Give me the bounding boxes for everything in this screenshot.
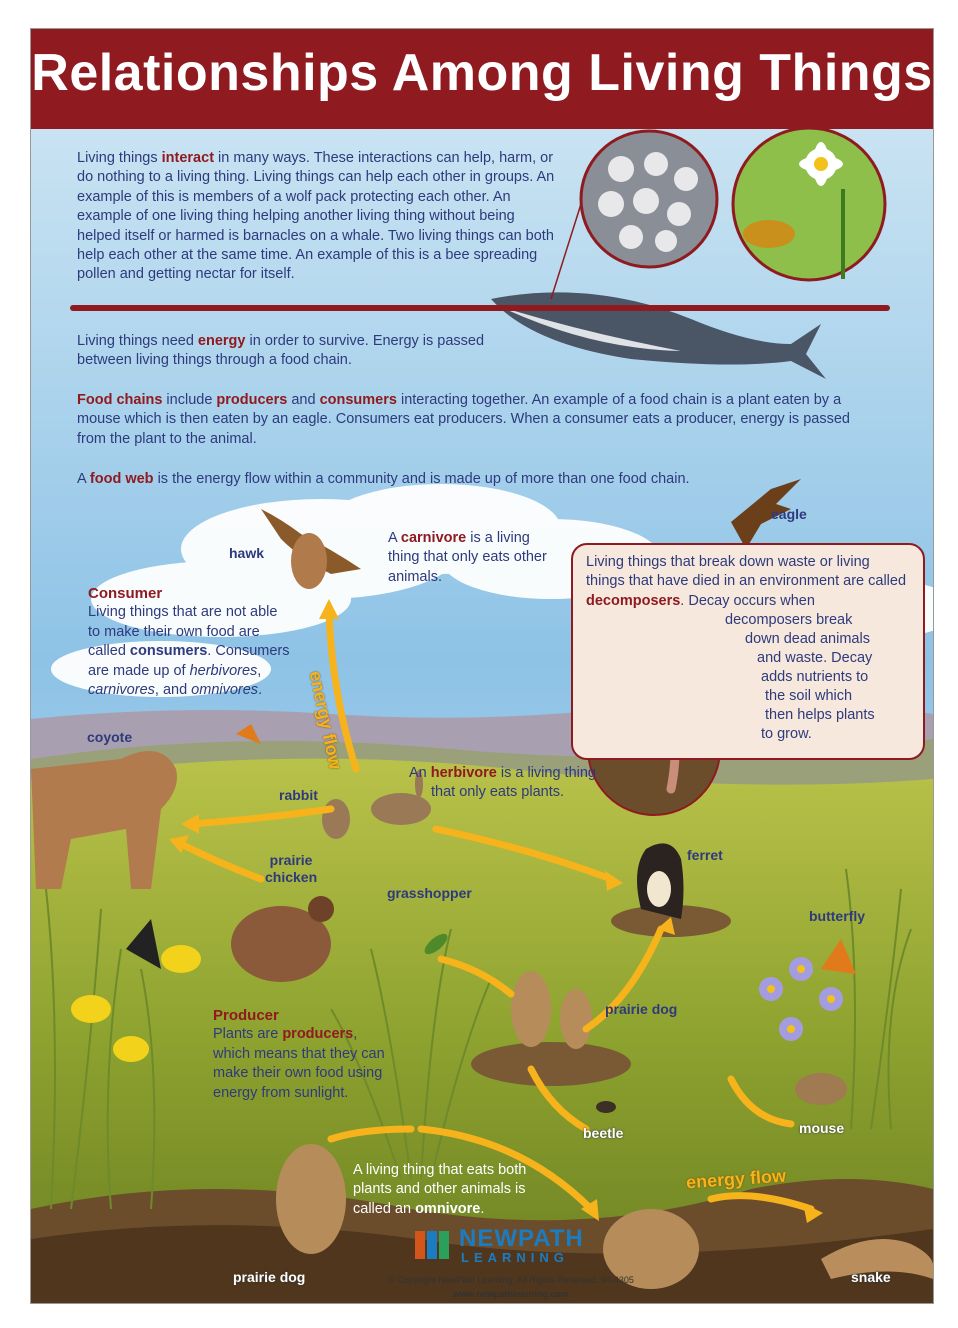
decomposers-line-6: to grow. <box>761 726 812 742</box>
herbivore-text-pre: An <box>409 765 431 781</box>
herbivore-text-post2: that only eats plants. <box>431 784 564 801</box>
energy-keyword: energy <box>197 333 246 349</box>
decomposers-text <box>586 553 906 611</box>
intro-paragraph <box>77 149 562 285</box>
herbivore-text-post1: is a living thing <box>496 765 596 781</box>
newpath-logo <box>413 1227 613 1267</box>
intro-text-post: in many ways. These interactions can help, harm, or do nothing to a living thing. Living things can help each other in groups. An example of this is members of a wolf pack protecting each other. An example of one living thing helping another living thing without being helped itself or harmed is barnacles on a whale. Two living things can both help each other at the same time. An example of this is a bee spreading pollen and getting nectar for itself. <box>77 150 555 283</box>
poster-title: Relationships Among Living Things <box>31 44 933 102</box>
producer-heading: Producer <box>213 1007 279 1024</box>
herbivore-keyword: herbivore <box>430 765 497 781</box>
carnivore-text <box>388 529 548 587</box>
decomposers-line-5: then helps plants <box>765 707 875 723</box>
energy-text-post: in order to survive. Energy is passed between living things through a food chain. <box>77 333 485 369</box>
decomposers-line-1: down dead animals <box>745 631 870 647</box>
food-web-text-pre: A <box>77 471 90 487</box>
decomposers-line-3: adds nutrients to <box>761 669 869 685</box>
burrow-mound <box>471 1042 631 1086</box>
food-web-paragraph <box>77 470 777 489</box>
prairie-chicken-label-2: chicken <box>265 869 318 885</box>
consumer-text-2: . Consumers are made up of <box>88 643 290 679</box>
omnivores-term: omnivores <box>191 682 259 699</box>
consumer-section <box>88 584 293 700</box>
website-link[interactable]: www.newpathlearning.com <box>453 1289 569 1299</box>
producers-keyword: producers <box>216 392 288 408</box>
decomposers-text-1: Living things that break down waste or living things that have died in an environment are called <box>586 554 907 590</box>
energy-paragraph <box>77 332 507 371</box>
ferret-illustration <box>637 843 684 919</box>
prairie-chicken-label <box>265 852 317 886</box>
producer-text-1: Plants are <box>213 1026 283 1043</box>
bee-daisy-illustration <box>733 129 885 280</box>
prairie-dog-label-2: prairie dog <box>233 1269 306 1285</box>
carnivore-keyword: carnivore <box>400 530 467 546</box>
beetle-illustration <box>596 1101 616 1113</box>
energy-text-pre: Living things need <box>77 333 198 349</box>
food-chains-keyword: Food chains <box>77 392 163 408</box>
food-web-text-post: is the energy flow within a community and is made up of more than one food chain. <box>153 471 690 487</box>
decomposers-line-2: and waste. Decay <box>757 650 873 666</box>
ferret-label: ferret <box>687 847 723 863</box>
mouse-label: mouse <box>799 1120 845 1136</box>
omnivore-text-2: . <box>480 1200 485 1217</box>
food-chains-text-3: interacting together. An example of a food chain is a plant eaten by a mouse which is then eaten by an eagle. Consumers eat producers. When a consumer eats a producer, energy is passed from the plant to the animal. <box>77 392 850 447</box>
carnivore-text-pre: A <box>388 530 401 546</box>
hawk-label: hawk <box>229 545 265 561</box>
consumer-keyword: consumers <box>129 643 208 660</box>
decomposers-line-4: the soil which <box>765 688 853 704</box>
omnivore-keyword: omnivore <box>415 1200 481 1217</box>
logo-icon <box>413 1227 453 1263</box>
consumers-keyword: consumers <box>319 392 397 408</box>
snake-label: snake <box>851 1269 891 1285</box>
copyright-text: © Copyright NewPath Learning. All Rights Reserved. 94-4305 <box>388 1275 634 1285</box>
consumer-heading: Consumer <box>88 585 163 602</box>
consumer-text-4: , and <box>154 682 192 699</box>
intro-keyword: interact <box>161 150 215 166</box>
producer-text-2: , which means that they can make their own food using energy from sunlight. <box>213 1026 385 1101</box>
consumer-text-3: , <box>257 662 262 679</box>
carnivores-term: carnivores <box>88 682 155 699</box>
herbivores-term: herbivores <box>189 662 258 679</box>
brand-name-top: NEWPATH <box>459 1225 584 1252</box>
eagle-label: eagle <box>771 506 807 522</box>
poster <box>30 28 934 1304</box>
coyote-label: coyote <box>87 729 133 745</box>
food-chains-text-1: include <box>162 392 217 408</box>
butterfly-label: butterfly <box>809 908 865 924</box>
omnivore-text-1: A living thing that eats both plants and other animals is called an <box>353 1162 527 1217</box>
energy-flow-bottom: energy flow <box>685 1165 787 1193</box>
consumer-text-1: Living things that are not able to make their own food are called <box>88 604 278 660</box>
producer-section <box>213 1006 398 1103</box>
beetle-label: beetle <box>583 1125 624 1141</box>
brand-name-bottom: LEARNING <box>461 1250 569 1265</box>
omnivore-text <box>353 1161 553 1219</box>
prairie-chicken-label-1: prairie <box>269 852 313 868</box>
food-chains-paragraph <box>77 391 857 449</box>
rabbit-label: rabbit <box>279 787 318 803</box>
decomposers-text-2: . Decay occurs when <box>680 592 815 609</box>
header-bar <box>31 29 933 129</box>
grasshopper-label: grasshopper <box>387 885 472 901</box>
herbivore-text <box>409 764 649 803</box>
food-web-keyword: food web <box>89 471 154 487</box>
producer-keyword: producers <box>282 1026 354 1043</box>
decomposers-keyword: decomposers <box>586 592 681 609</box>
prairie-dog-label-1: prairie dog <box>605 1001 678 1017</box>
food-chains-text-2: and <box>287 392 320 408</box>
energy-flow-vertical: energy flow <box>305 669 346 772</box>
carnivore-text-post: is a living thing that only eats other animals. <box>388 530 547 585</box>
intro-text-pre: Living things <box>77 150 162 166</box>
mouse-illustration <box>795 1073 847 1105</box>
consumer-text-5: . <box>258 682 263 699</box>
decomposers-line-0: decomposers break <box>725 612 853 628</box>
